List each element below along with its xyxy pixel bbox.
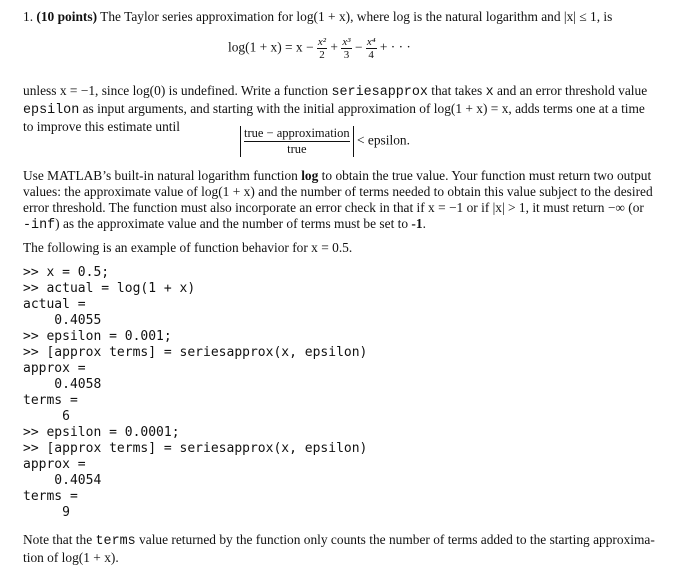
- eq-minus: −: [354, 39, 363, 55]
- log-keyword: log: [301, 168, 319, 183]
- eq-lhs: log(1 + x) = x −: [228, 39, 314, 55]
- neg-one-value: -1: [411, 216, 423, 231]
- paragraph-requirements: [23, 168, 655, 234]
- neg-inf-code: -inf: [23, 218, 56, 233]
- arg-epsilon: epsilon: [23, 103, 80, 118]
- para2-e: to improve this estimate until: [23, 119, 180, 134]
- intro-text: The Taylor series approximation for log(1 + x), where log is the natural logarithm and |x| ≤ 1, is: [100, 9, 613, 24]
- error-numerator: true − approximation: [244, 126, 350, 140]
- arg-x: x: [485, 85, 494, 100]
- relative-error-fraction: [240, 126, 354, 157]
- code-line: 0.4054: [23, 473, 102, 488]
- code-line: 6: [23, 409, 70, 424]
- code-line: 9: [23, 505, 70, 520]
- code-line: terms =: [23, 393, 78, 408]
- para2-a: unless x = −1, since log(0) is undefined. Write a function: [23, 83, 332, 98]
- para2-c: and an error threshold value: [493, 83, 648, 98]
- para2-d: as input arguments, and starting with the initial approximation of log(1 + x) = x, adds terms one at a time: [79, 101, 645, 116]
- eq-tail: + · · ·: [379, 39, 411, 55]
- matlab-example-code: [23, 265, 367, 521]
- eq-plus: +: [330, 39, 338, 55]
- para3-c: ) as the approximate value and the number of terms must be set to: [55, 216, 412, 231]
- function-name: seriesapprox: [331, 85, 428, 100]
- term-x4-den: 4: [368, 49, 374, 61]
- terms-code: terms: [95, 534, 136, 549]
- code-line: >> epsilon = 0.001;: [23, 329, 172, 344]
- term-x3: [341, 36, 351, 61]
- term-x2-num: x²: [317, 36, 327, 48]
- para3-b: to obtain the true value. Your function must return two output values: the approximate value of log(1 + x) and the number of terms needed to obtain this value subject to the desired error threshold. The function must also incorporate an error check in that if x = −1 or if |x| > 1, it must return −∞ (or: [23, 168, 653, 215]
- problem-number: 1.: [23, 9, 34, 24]
- paragraph-note: [23, 532, 655, 566]
- para5-a: Note that the: [23, 532, 96, 547]
- term-x4-num: x⁴: [366, 36, 376, 48]
- problem-intro: [23, 9, 655, 25]
- term-x2-den: 2: [319, 49, 325, 61]
- para5-b: value returned by the function only counts the number of terms added to the starting approxima-tion of log(1 + x).: [23, 532, 655, 565]
- code-line: approx =: [23, 361, 86, 376]
- term-x3-den: 3: [343, 49, 350, 61]
- taylor-series-equation: [228, 36, 411, 61]
- term-x4: [366, 36, 377, 61]
- term-x2: [317, 36, 327, 61]
- error-rhs: < epsilon.: [357, 132, 410, 148]
- code-line: 0.4058: [23, 377, 102, 392]
- error-denominator: true: [287, 142, 307, 156]
- paragraph-example-intro: The following is an example of function behavior for x = 0.5.: [23, 240, 353, 255]
- para3-a: Use MATLAB’s built-in natural logarithm function: [23, 168, 302, 183]
- code-line: approx =: [23, 457, 86, 472]
- code-line: actual =: [23, 297, 86, 312]
- error-equation: [240, 126, 410, 157]
- code-line: >> [approx terms] = seriesapprox(x, epsilon): [23, 441, 368, 456]
- code-line: >> [approx terms] = seriesapprox(x, epsilon): [23, 345, 368, 360]
- code-line: >> epsilon = 0.0001;: [23, 425, 180, 440]
- code-line: terms =: [23, 489, 78, 504]
- code-line: >> actual = log(1 + x): [23, 281, 196, 296]
- code-line: 0.4055: [23, 313, 102, 328]
- para3-e: .: [422, 216, 426, 231]
- code-line: >> x = 0.5;: [23, 265, 110, 280]
- term-x3-num: x³: [342, 36, 351, 48]
- para2-b: that takes: [427, 83, 486, 98]
- problem-points: (10 points): [36, 9, 98, 24]
